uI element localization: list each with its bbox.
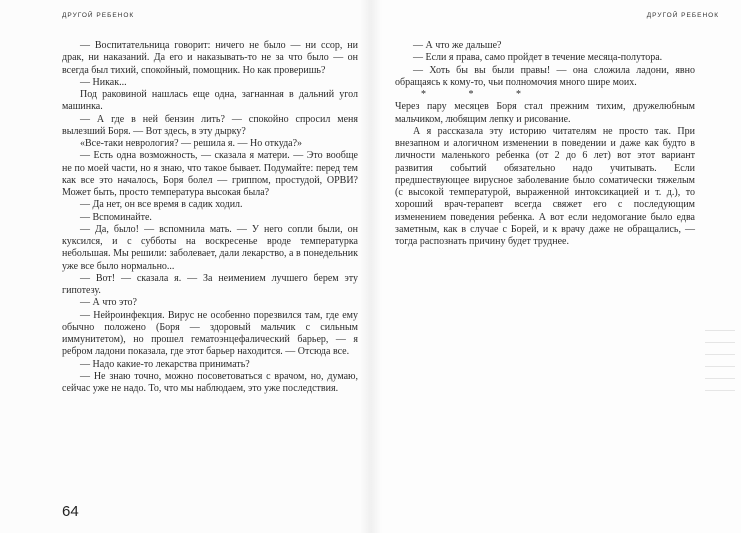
paragraph: — Да, было! — вспомнила мать. — У него сопли были, он куксился, и с субботы на воскресенье вроде температурка небольшая. Мы решили: заболевает, дали лекарство, а в понедельник уже все было нормально... — [62, 223, 358, 272]
paragraph: — Есть одна возможность, — сказала я матери. — Это вообще не по моей части, но я знаю, что такое бывает. Подумайте: перед тем как все это началось, Боря болел — гриппом, простудой, ОРВИ? Может быть, просто температура высокая была? — [62, 150, 358, 198]
left-running-head: ДРУГОЙ РЕБЕНОК — [62, 12, 135, 19]
paragraph: — Вспоминайте. — [80, 211, 152, 223]
paragraph: «Все-таки неврология? — решила я. — Но откуда?» — [80, 138, 303, 149]
paragraph: — Нейроинфекция. Вирус не особенно порезвился там, где ему обычно положено (Боря — здоровый мальчик с сильным иммунитетом), но прошел гематоэнцефалический барьер, — я ребром ладони показала, где этот барьер находится. — Отсюда все. — [62, 309, 358, 358]
paragraph: — А что это? — [80, 297, 137, 309]
book-gutter — [360, 0, 382, 533]
paragraph: — Если я права, само пройдет в течение месяца-полутора. — [413, 52, 663, 64]
page-number: 64 — [62, 503, 79, 520]
right-page — [370, 0, 741, 533]
paragraph: А я рассказала эту историю читателям не просто так. При внезапном и алогичном изменении в поведении и даже как будто в личности маленького ребенка (от 2 до 6 лет) вот этот вариант развития событий обязательно надо учитывать. Если предшествующее вирусное заболевание было соматически тяжелым (с высокой температурой, выраженной интоксикацией и т. д.), то хороший врач-терапевт всегда свяжет его с последующим изменением поведения ребенка. А вот если недомогание было едва заметным, как в случае с Борей, и к врачу даже не обращались, — тогда распознать причину будет труднее. — [395, 125, 695, 247]
paragraph: — Хоть бы вы были правы! — она сложила ладони, явно обращаясь к кому-то, чьи полномочия много шире моих. — [395, 64, 695, 88]
paragraph: — Никак... — [80, 76, 127, 88]
paragraph: Через пару месяцев Боря стал прежним тихим, дружелюбным мальчиком, любящим лепку и рисование. — [395, 101, 695, 125]
paragraph: — А что же дальше? — [413, 40, 502, 51]
paragraph: — Надо какие-то лекарства принимать? — [80, 358, 250, 370]
paragraph: — А где в ней бензин лить? — спокойно спросил меня вылезший Боря. — Вот здесь, в эту дырку? — [62, 113, 358, 137]
right-running-head: ДРУГОЙ РЕБЕНОК — [646, 12, 719, 19]
paragraph: — Воспитательница говорит: ничего не было — ни ссор, ни драк, ни наказаний. Да его и наказывать-то не за что было — он всегда был тихий, спокойный, помощник. Но как проверишь? — [62, 40, 358, 76]
paragraph: — Да нет, он все время в садик ходил. — [80, 199, 243, 211]
left-page-text — [62, 40, 358, 395]
show-through-text — [705, 330, 735, 410]
left-page — [0, 0, 370, 533]
paragraph: Под раковиной нашлась еще одна, загнанная в дальний угол машинка. — [62, 89, 358, 113]
paragraph: — Вот! — сказала я. — За неимением лучшего берем эту гипотезу. — [62, 272, 358, 296]
section-break: * * * — [421, 89, 541, 100]
paragraph: — Не знаю точно, можно посоветоваться с врачом, но, думаю, сейчас уже не надо. То, что мы наблюдаем, это уже последствия. — [62, 370, 358, 394]
right-page-text — [395, 40, 695, 248]
